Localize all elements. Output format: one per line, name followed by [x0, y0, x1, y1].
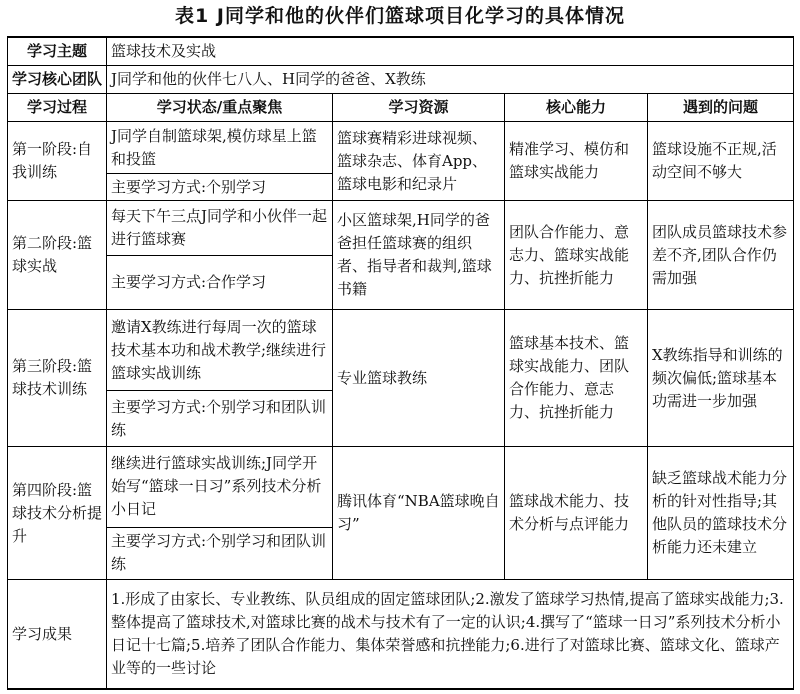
- header-focus: 学习状态/重点聚焦: [107, 94, 333, 122]
- topic-label: 学习主题: [8, 37, 107, 65]
- table-caption: 表1 J同学和他的伙伴们篮球项目化学习的具体情况: [175, 5, 625, 27]
- stage-focus: J同学自制篮球架,模仿球星上篮和投篮: [107, 122, 333, 174]
- stage-abilities: 团队合作能力、意志力、篮球实战能力、抗挫折能力: [505, 201, 648, 310]
- stage-mode: 主要学习方式:合作学习: [107, 255, 333, 310]
- outcome-row: [8, 580, 794, 689]
- stage-name: 第四阶段:篮球技术分析提升: [8, 446, 107, 579]
- topic-value: 篮球技术及实战: [107, 37, 794, 65]
- stage-row: [8, 201, 794, 256]
- stage-problems: 篮球设施不正规,活动空间不够大: [648, 122, 794, 201]
- learning-table: [7, 36, 794, 690]
- header-abilities: 核心能力: [505, 94, 648, 122]
- stage-resources: 小区篮球架,H同学的爸爸担任篮球赛的组织者、指导者和裁判,篮球书籍: [333, 201, 505, 310]
- stage-abilities: 篮球基本技术、篮球实战能力、团队合作能力、意志力、抗挫折能力: [505, 310, 648, 446]
- stage-row: [8, 446, 794, 527]
- stage-focus: 每天下午三点J同学和小伙伴一起进行篮球赛: [107, 201, 333, 256]
- stage-name: 第三阶段:篮球技术训练: [8, 310, 107, 446]
- stage-name: 第一阶段:自我训练: [8, 122, 107, 201]
- stage-problems: 团队成员篮球技术参差不齐,团队合作仍需加强: [648, 201, 794, 310]
- header-process: 学习过程: [8, 94, 107, 122]
- stage-abilities: 精准学习、模仿和篮球实战能力: [505, 122, 648, 201]
- stage-resources: 篮球赛精彩进球视频、篮球杂志、体育App、篮球电影和纪录片: [333, 122, 505, 201]
- stage-focus: 继续进行篮球实战训练;J同学开始写“篮球一日习”系列技术分析小日记: [107, 446, 333, 527]
- outcome-label: 学习成果: [8, 580, 107, 689]
- header-problems: 遇到的问题: [648, 94, 794, 122]
- stage-problems: 缺乏篮球战术能力分析的针对性指导;其他队员的篮球技术分析能力还未建立: [648, 446, 794, 579]
- team-row: [8, 65, 794, 93]
- outcome-text: 1.形成了由家长、专业教练、队员组成的固定篮球团队;2.激发了篮球学习热情,提高了篮球实战能力;3.整体提高了篮球技术,对篮球比赛的战术与技术有了一定的认识;4.撰写了“篮球一日习”系列技术分析小日记十七篇;5.培养了团队合作能力、集体荣誉感和抗挫能力;6.进行了对篮球比赛、篮球文化、篮球产业等的一些讨论: [107, 580, 794, 689]
- stage-name: 第二阶段:篮球实战: [8, 201, 107, 310]
- stage-mode: 主要学习方式:个别学习和团队训练: [107, 391, 333, 447]
- stage-mode: 主要学习方式:个别学习和团队训练: [107, 527, 333, 580]
- stage-abilities: 篮球战术能力、技术分析与点评能力: [505, 446, 648, 579]
- header-row: [8, 94, 794, 122]
- stage-resources: 专业篮球教练: [333, 310, 505, 446]
- topic-row: [8, 37, 794, 65]
- stage-row: [8, 310, 794, 391]
- header-resources: 学习资源: [333, 94, 505, 122]
- stage-problems: X教练指导和训练的频次偏低;篮球基本功需进一步加强: [648, 310, 794, 446]
- stage-row: [8, 122, 794, 174]
- stage-focus: 邀请X教练进行每周一次的篮球技术基本功和战术教学;继续进行篮球实战训练: [107, 310, 333, 391]
- stage-resources: 腾讯体育“NBA篮球晚自习”: [333, 446, 505, 579]
- team-label: 学习核心团队: [8, 65, 107, 93]
- team-value: J同学和他的伙伴七八人、H同学的爸爸、X教练: [107, 65, 794, 93]
- stage-mode: 主要学习方式:个别学习: [107, 173, 333, 200]
